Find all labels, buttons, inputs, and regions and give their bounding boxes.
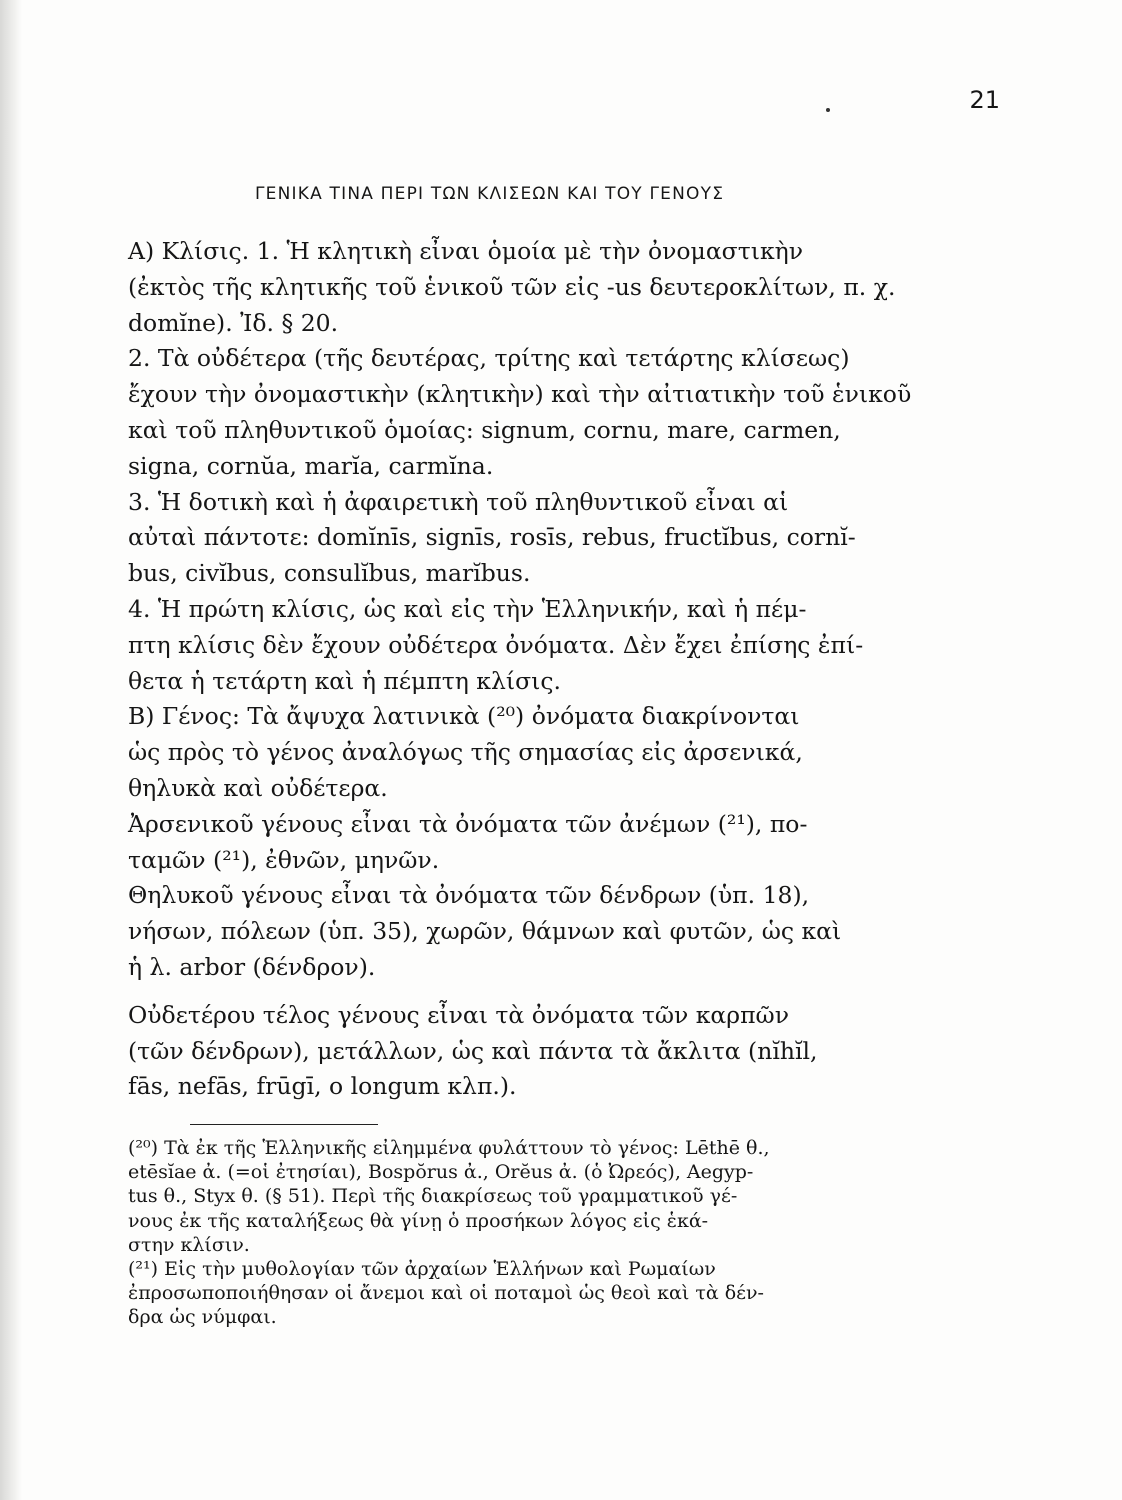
text-line: signa, cornŭa, marĭa, carmĭna. <box>128 451 494 480</box>
text-line: ἡ λ. arbor (δένδρον). <box>128 952 376 981</box>
text-line: ὡς πρὸς τὸ γένος ἀναλόγως τῆς σημασίας εἰς ἀρσενικά, <box>128 738 803 767</box>
text-line: Θηλυκοῦ γένους εἶναι τὰ ὀνόματα τῶν δένδρων (ὑπ. 18), <box>128 881 810 910</box>
text-line: 4. Ἡ πρώτη κλίσις, ὡς καὶ εἰς τὴν Ἑλληνικήν, καὶ ἡ πέμ- <box>128 594 807 623</box>
text-line: θετα ἡ τετάρτη καὶ ἡ πέμπτη κλίσις. <box>128 666 561 695</box>
text-line: νήσων, πόλεων (ὑπ. 35), χωρῶν, θάμνων καὶ φυτῶν, ὡς καὶ <box>128 917 842 946</box>
text-line: Οὐδετέρου τέλος γένους εἶναι τὰ ὀνόματα τῶν καρπῶν <box>128 1000 790 1029</box>
footnote-line: στην κλίσιν. <box>128 1233 250 1256</box>
footnote-line: (²¹) Εἰς τὴν μυθολογίαν τῶν ἀρχαίων Ἑλλήνων καὶ Ρωμαίων <box>128 1258 716 1281</box>
footnote-line: etēsĭae ἀ. (=οἱ ἐτησίαι), Bospŏrus ἀ., Orĕus ἀ. (ὁ Ὠρεός), Aegyp- <box>128 1161 754 1184</box>
text-line: πτη κλίσις δὲν ἔχουν οὐδέτερα ὀνόματα. Δὲν ἔχει ἐπίσης ἐπί- <box>128 630 864 659</box>
text-line: (τῶν δένδρων), μετάλλων, ὡς καὶ πάντα τὰ ἄκλιτα (nĭhĭl, <box>128 1036 818 1065</box>
page-number: 21 <box>969 86 1000 114</box>
text-line: καὶ τοῦ πληθυντικοῦ ὁμοίας: signum, cornu, mare, carmen, <box>128 415 841 444</box>
footnote-line: tus θ., Styx θ. (§ 51). Περὶ τῆς διακρίσεως τοῦ γραμματικοῦ γέ- <box>128 1185 738 1208</box>
footnote-line: δρα ὡς νύμφαι. <box>128 1306 277 1329</box>
text-line: ταμῶν (²¹), ἐθνῶν, μηνῶν. <box>128 845 440 874</box>
text-line: fās, nefās, frūgī, o longum κλπ.). <box>128 1072 517 1101</box>
main-text <box>128 234 1008 1105</box>
footnote-separator <box>190 1124 378 1125</box>
text-line: B) Γένος: Τὰ ἄψυχα λατινικὰ (²⁰) ὀνόματα διακρίνονται <box>128 702 800 731</box>
text-line: αὐταὶ πάντοτε: domĭnīs, signīs, rosīs, rebus, fructĭbus, cornĭ- <box>128 523 856 552</box>
text-line: bus, civĭbus, consulĭbus, marĭbus. <box>128 559 531 588</box>
text-line: ἔχουν τὴν ὀνομαστικὴν (κλητικὴν) καὶ τὴν αἰτιατικὴν τοῦ ἑνικοῦ <box>128 380 912 409</box>
chapter-heading: ΓΕΝΙΚΑ ΤΙΝΑ ΠΕΡΙ ΤΩΝ ΚΛΙΣΕΩΝ ΚΑΙ ΤΟΥ ΓΕΝΟΥΣ <box>255 184 725 204</box>
text-line: Ἀρσενικοῦ γένους εἶναι τὰ ὀνόματα τῶν ἀνέμων (²¹), πο- <box>128 809 808 838</box>
text-line: domĭne). Ἰδ. § 20. <box>128 308 339 337</box>
page-binding-edge <box>0 0 22 1500</box>
text-line: A) Κλίσις. 1. Ἡ κλητικὴ εἶναι ὁμοία μὲ τὴν ὀνομαστικὴν <box>128 237 803 265</box>
paragraph-gap <box>128 986 1008 998</box>
text-line: θηλυκὰ καὶ οὐδέτερα. <box>128 773 388 802</box>
footnotes <box>128 1136 1008 1330</box>
text-line: 3. Ἡ δοτικὴ καὶ ἡ ἀφαιρετικὴ τοῦ πληθυντικοῦ εἶναι αἱ <box>128 487 789 516</box>
footnote-line: (²⁰) Τὰ ἐκ τῆς Ἑλληνικῆς εἰλημμένα φυλάττουν τὸ γένος: Lēthē θ., <box>128 1137 770 1159</box>
footnote-line: νους ἐκ τῆς καταλήξεως θὰ γίνῃ ὁ προσήκων λόγος εἰς ἑκά- <box>128 1209 709 1232</box>
footnote-line: ἐπροσωποποιήθησαν οἱ ἄνεμοι καὶ οἱ ποταμοὶ ὡς θεοὶ καὶ τὰ δέν- <box>128 1282 764 1305</box>
text-line: 2. Τὰ οὐδέτερα (τῆς δευτέρας, τρίτης καὶ τετάρτης κλίσεως) <box>128 344 850 373</box>
printing-dot <box>826 108 830 112</box>
text-line: (ἐκτὸς τῆς κλητικῆς τοῦ ἑνικοῦ τῶν εἰς -us δευτεροκλίτων, π. χ. <box>128 272 896 301</box>
